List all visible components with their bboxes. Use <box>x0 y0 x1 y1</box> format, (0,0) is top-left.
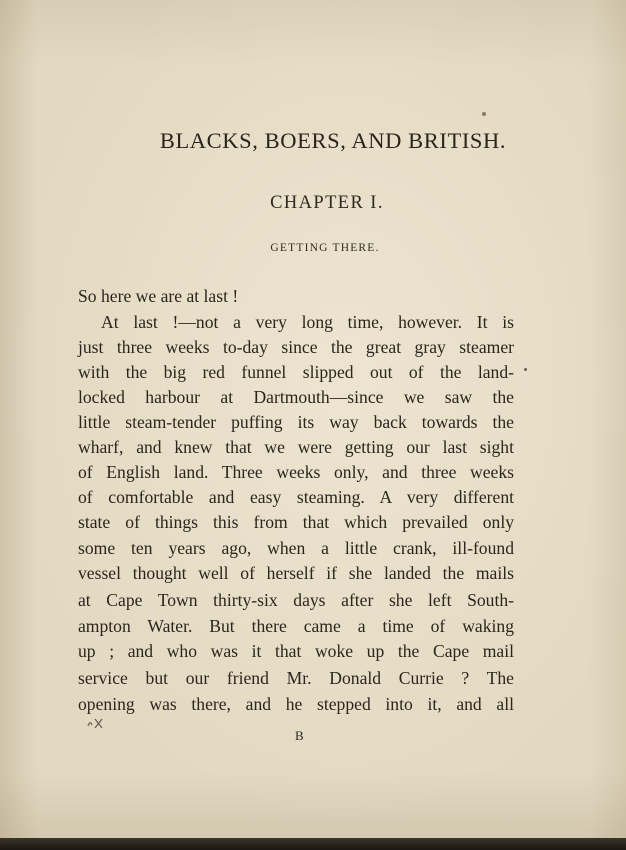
ink-speck <box>524 368 527 371</box>
text-line: locked harbour at Dartmouth—since we saw the <box>78 387 514 407</box>
book-edge <box>0 838 626 850</box>
signature-mark: B <box>295 728 305 743</box>
text-line: ampton Water. But there came a time of waking <box>78 616 514 636</box>
text-line: of English land. Three weeks only, and three weeks <box>78 462 514 482</box>
pencil-mark-icon <box>86 716 106 730</box>
text-line: up ; and who was it that woke up the Cape mail <box>78 641 514 661</box>
ink-speck <box>482 112 486 116</box>
section-heading: GETTING THERE. <box>270 242 380 254</box>
text-line: some ten years ago, when a little crank, ill-found <box>78 538 514 558</box>
text-line: At last !—not a very long time, however. It is <box>101 312 514 332</box>
text-line: at Cape Town thirty-six days after she left South- <box>78 590 514 610</box>
text-line: opening was there, and he stepped into it, and all <box>78 694 514 714</box>
text-line: little steam-tender puffing its way back towards the <box>78 412 514 432</box>
text-line: just three weeks to-day since the great gray steamer <box>78 337 514 357</box>
text-line: wharf, and knew that we were getting our last sight <box>78 437 514 457</box>
text-line: of comfortable and easy steaming. A very different <box>78 487 514 507</box>
chapter-heading: CHAPTER I. <box>270 193 384 213</box>
text-line: state of things this from that which prevailed only <box>78 512 514 532</box>
text-line: with the big red funnel slipped out of the land- <box>78 362 514 382</box>
text-line: vessel thought well of herself if she landed the mails <box>78 563 514 583</box>
text-line: service but our friend Mr. Donald Currie ? The <box>78 668 514 688</box>
text-line: So here we are at last ! <box>78 286 239 306</box>
book-title: BLACKS, BOERS, AND BRITISH. <box>159 128 507 153</box>
